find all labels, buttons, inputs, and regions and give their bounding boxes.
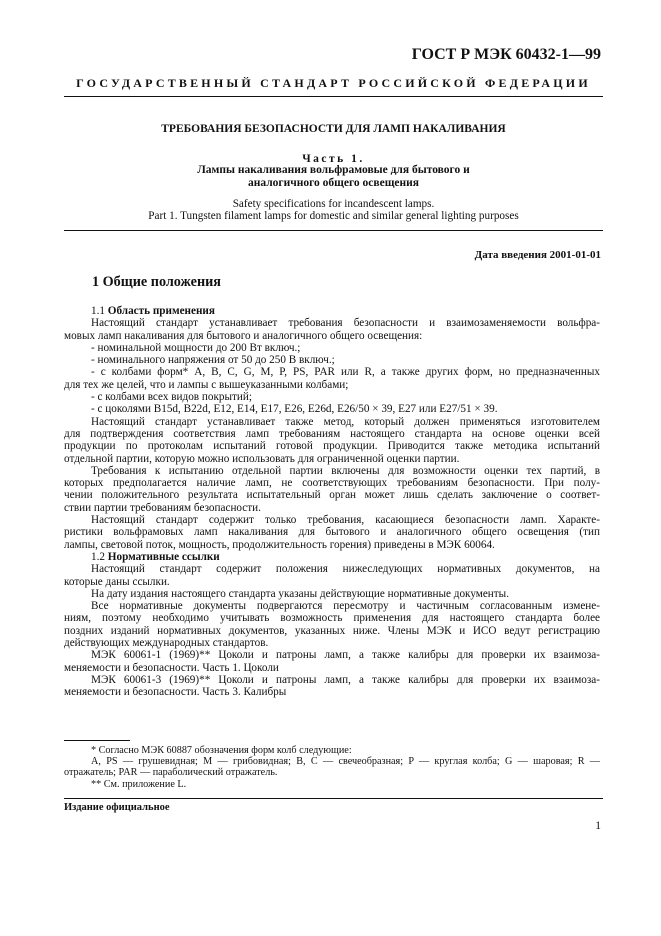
body-text [64,305,600,699]
text-line: отдельной партии, которую можно использовать для ограниченной оценки партии. [64,452,460,465]
text-line: продукции по протоколам испытаний готовой продукции. Приводится также методика испытаний [64,440,600,453]
text-line: ствии партии требованиям безопасности. [64,501,261,514]
footer-rule [64,798,603,799]
subsection-heading [64,305,600,317]
text-line: для подтверждения соответствия ламп требованиям настоящего стандарта на основе оценки всей [64,427,600,440]
text-line: Настоящий стандарт содержит только требования, касающиеся безопасности ламп. Характе- [91,514,600,527]
part-subtitle-line: Лампы накаливания вольфрамовые для бытового и [197,164,470,176]
section-heading: 1 Общие положения [92,274,221,290]
text-line: Настоящий стандарт содержит положения нижеследующих нормативных документов, на [91,563,600,576]
part-subtitle-line: аналогичного общего освещения [247,177,420,189]
footnote-line: * Согласно МЭК 60887 обозначения форм колб следующие: [91,745,352,756]
subsection-number: 1.2 [91,550,105,563]
list-item: - с колбами форм* A, B, C, G, M, P, PS, PAR или R, а также других форм, но предназначенных [91,366,600,379]
page-number: 1 [595,820,601,832]
footnote-rule [64,740,130,741]
text-line: мовых ламп накаливания для бытового и аналогичного общего освещения: [64,329,423,342]
reference-line: МЭК 60061-1 (1969)** Цоколи и патроны ламп, а также калибры для проверки их взаимоза- [91,649,600,662]
list-item: - номинального напряжения от 50 до 250 В включ.; [91,354,335,367]
header-rule [64,230,603,231]
top-rule [64,96,603,97]
subsection-heading [64,551,600,563]
footnotes [64,745,600,790]
edition-label: Издание официальное [64,802,170,813]
standard-title: ТРЕБОВАНИЯ БЕЗОПАСНОСТИ ДЛЯ ЛАМП НАКАЛИВАНИЯ [161,123,506,135]
introduction-date: Дата введения 2001-01-01 [474,249,601,261]
reference-line: меняемости и безопасности. Часть 3. Калибры [64,686,287,699]
list-item: - с колбами всех видов покрытий; [91,391,252,404]
footnote-line: A, PS — грушевидная; M — грибовидная; B, C — свечеобразная; P — круглая колба; G — шаровая; R — [91,756,600,768]
subsection-title: Нормативные ссылки [107,550,220,563]
text-line: Настоящий стандарт устанавливает требования безопасности и взаимозаменяемости вольфра- [91,317,600,330]
text-line: чении положительного результата испытательный орган может лишь сделать заключение о соответ- [64,489,600,502]
reference-line: МЭК 60061-3 (1969)** Цоколи и патроны ламп, а также калибры для проверки их взаимоза- [91,673,600,686]
reference-line: меняемости и безопасности. Часть 1. Цоколи [64,661,279,674]
text-line: лампы, световой поток, мощность, продолжительность горения) приведены в МЭК 60064. [64,538,495,551]
text-line: ниям, поэтому необходимо учитывать возможность применения для настоящего стандарта более [64,612,600,625]
text-line: На дату издания настоящего стандарта указаны действующие нормативные документы. [91,587,509,600]
text-line: Требования к испытанию отдельной партии включены для возможности оценки тех партий, в [91,464,600,477]
text-line: поздних изданий нормативных документов, указанных ниже. Члены МЭК и ИСО ведут регистрацию [64,624,600,637]
text-line: Настоящий стандарт устанавливает также метод, который должен применяться изготовителем [91,415,600,428]
footnote-line: отражатель; PAR — параболический отражатель. [64,767,278,779]
english-title-line: Safety specifications for incandescent lamps. [232,198,435,210]
list-item: - номинальной мощности до 200 Вт включ.; [91,341,301,354]
subsection-title: Область применения [107,305,215,317]
footnote-line: ** См. приложение L. [91,778,187,790]
english-title-line: Part 1. Tungsten filament lamps for domestic and similar general lighting purposes [148,210,519,222]
text-line: которых предполагается наличие ламп, не соответствующих требованиям безопасности. При полу- [64,477,600,490]
text-line: действующих международных стандартов. [64,637,269,650]
part-title: Часть 1. [302,153,365,165]
subsection-number: 1.1 [91,305,105,317]
text-line: Все нормативные документы подвергаются пересмотру и частичным согласованным измене- [91,600,600,613]
list-item: - с цоколями B15d, B22d, E12, E14, E17, E26, E26d, E26/50 × 39, E27 или E27/51 × 39. [91,403,498,416]
document-code: ГОСТ Р МЭК 60432-1—99 [411,46,601,63]
state-standard-line: ГОСУДАРСТВЕННЫЙ СТАНДАРТ РОССИЙСКОЙ ФЕДЕРАЦИИ [76,76,591,90]
text-line: для тех же целей, что и лампы с вышеуказанными колбами; [64,378,349,391]
part-subtitle [64,164,603,190]
text-line: которые даны ссылки. [64,575,170,588]
text-line: ристики вольфрамовых ламп накаливания для бытового и аналогичного общего освещения (тип [64,526,600,539]
english-title [64,198,603,222]
